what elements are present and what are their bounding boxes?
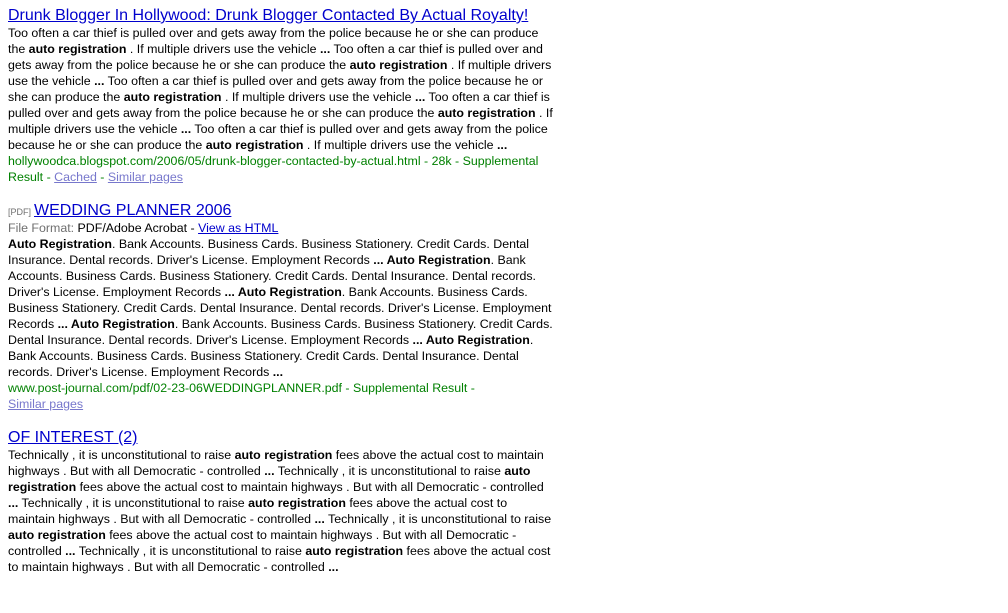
snippet-highlight: auto registration	[205, 138, 304, 152]
snippet-text: . Bank Accounts. Business Cards. Business Stationery. Credit Cards. Dental Insurance. Dental records. Driver's License. Employment Records	[8, 333, 534, 379]
snippet-highlight: auto registration	[123, 90, 222, 104]
snippet-text: Too often a car thief is pulled over and gets away from the police because he or she can produce the	[8, 90, 550, 120]
snippet-highlight: auto registration	[305, 544, 404, 558]
snippet-highlight: auto registration	[8, 464, 531, 494]
snippet-highlight: auto registration	[248, 496, 346, 510]
snippet-highlight: ...	[180, 122, 192, 136]
snippet-text: Technically , it is unconstitutional to raise	[274, 464, 505, 478]
file-format-label: File Format:	[8, 221, 75, 235]
snippet-text: . Bank Accounts. Business Cards. Business Stationery. Credit Cards. Dental Insurance. Dental records. Driver's License. Employment Records	[8, 237, 530, 267]
snippet-text: Technically , it is unconstitutional to raise	[8, 448, 235, 462]
result-title-link[interactable]: Drunk Blogger In Hollywood: Drunk Blogger Contacted By Actual Royalty!	[8, 7, 529, 24]
file-format-value: PDF/Adobe Acrobat -	[74, 221, 199, 235]
snippet-highlight: ...	[8, 496, 19, 510]
snippet-text: Technically , it is unconstitutional to raise	[324, 512, 552, 526]
snippet-text: Technically , it is unconstitutional to raise	[75, 544, 306, 558]
snippet-highlight: ... Auto Registration	[224, 285, 342, 299]
snippet-text: . If multiple drivers use the vehicle	[303, 138, 497, 152]
snippet-text: . If multiple drivers use the vehicle	[126, 42, 320, 56]
result-meta	[8, 153, 556, 185]
result-title-link[interactable]: OF INTEREST (2)	[8, 429, 138, 446]
file-format-line	[8, 220, 556, 236]
result-url: www.post-journal.com/pdf/02-23-06WEDDINGPLANNER.pdf - Supplemental Result -	[8, 381, 475, 395]
snippet-highlight: ... Auto Registration	[57, 317, 175, 331]
snippet-highlight: auto registration	[349, 58, 448, 72]
snippet-highlight: auto registration	[437, 106, 536, 120]
snippet-text: fees above the actual cost to maintain highways . But with all Democratic - controlled	[8, 496, 508, 526]
snippet-text: Technically , it is unconstitutional to raise	[18, 496, 249, 510]
snippet-text: fees above the actual cost to maintain highways . But with all Democratic - controlled	[76, 480, 544, 494]
result-meta	[8, 380, 556, 412]
snippet-text: . If multiple drivers use the vehicle	[8, 106, 553, 136]
snippet-text: . If multiple drivers use the vehicle	[221, 90, 416, 104]
snippet-highlight: ...	[328, 560, 339, 574]
snippet-text: . Bank Accounts. Business Cards. Business Stationery. Credit Cards. Dental Insurance. Dental records. Driver's License. Employment Records	[8, 285, 552, 331]
result-url: hollywoodca.blogspot.com/2006/05/drunk-blogger-contacted-by-actual.html - 28k - Supplemental Result -	[8, 154, 539, 184]
cached-link[interactable]: Cached	[54, 170, 97, 184]
snippet-text: Too often a car thief is pulled over and gets away from the police because he or she can produce the	[8, 74, 543, 104]
snippet-text: . Bank Accounts. Business Cards. Business Stationery. Credit Cards. Dental Insurance. Dental records. Driver's License. Employment Records	[8, 253, 536, 299]
snippet-text: Too often a car thief is pulled over and gets away from the police because he or she can produce the	[8, 42, 543, 72]
snippet-highlight: ... Auto Registration	[373, 253, 491, 267]
snippet-highlight: auto registration	[8, 528, 106, 542]
snippet-highlight: ... Auto Registration	[412, 333, 530, 347]
pdf-badge: [PDF]	[8, 207, 32, 217]
snippet-highlight: ...	[272, 365, 284, 379]
snippet-highlight: ...	[65, 544, 76, 558]
view-as-html-link[interactable]: View as HTML	[198, 221, 279, 235]
result-title-row	[8, 6, 556, 25]
search-result	[8, 6, 556, 185]
snippet-text: fees above the actual cost to maintain highways . But with all Democratic - controlled	[8, 448, 544, 478]
snippet-text: fees above the actual cost to maintain highways . But with all Democratic - controlled	[8, 544, 551, 574]
snippet-text: . Bank Accounts. Business Cards. Business Stationery. Credit Cards. Dental Insurance. Dental records. Driver's License. Employment Records	[8, 317, 553, 347]
snippet-highlight: Auto Registration	[8, 237, 112, 251]
search-result	[8, 201, 556, 412]
result-title-link[interactable]: WEDDING PLANNER 2006	[34, 202, 232, 219]
snippet-highlight: ...	[314, 512, 325, 526]
snippet-highlight: auto registration	[28, 42, 127, 56]
result-snippet	[8, 236, 556, 380]
snippet-text: Too often a car thief is pulled over and gets away from the police because he or she can produce the	[8, 122, 548, 152]
snippet-highlight: ...	[415, 90, 426, 104]
similar-pages-link[interactable]: Similar pages	[8, 397, 84, 411]
search-results	[8, 6, 556, 591]
result-title-row	[8, 428, 556, 447]
snippet-text: Too often a car thief is pulled over and gets away from the police because he or she can produce the	[8, 26, 539, 56]
search-result	[8, 428, 556, 575]
result-snippet	[8, 25, 556, 153]
similar-pages-link[interactable]: Similar pages	[107, 170, 183, 184]
separator: -	[96, 170, 108, 184]
snippet-highlight: ...	[94, 74, 105, 88]
snippet-highlight: ...	[319, 42, 331, 56]
snippet-text: fees above the actual cost to maintain highways . But with all Democratic - controlled	[8, 528, 517, 558]
snippet-highlight: ...	[264, 464, 275, 478]
snippet-highlight: ...	[496, 138, 508, 152]
snippet-highlight: auto registration	[234, 448, 333, 462]
result-snippet	[8, 447, 556, 575]
snippet-text: . If multiple drivers use the vehicle	[8, 58, 552, 88]
result-title-row	[8, 201, 556, 220]
